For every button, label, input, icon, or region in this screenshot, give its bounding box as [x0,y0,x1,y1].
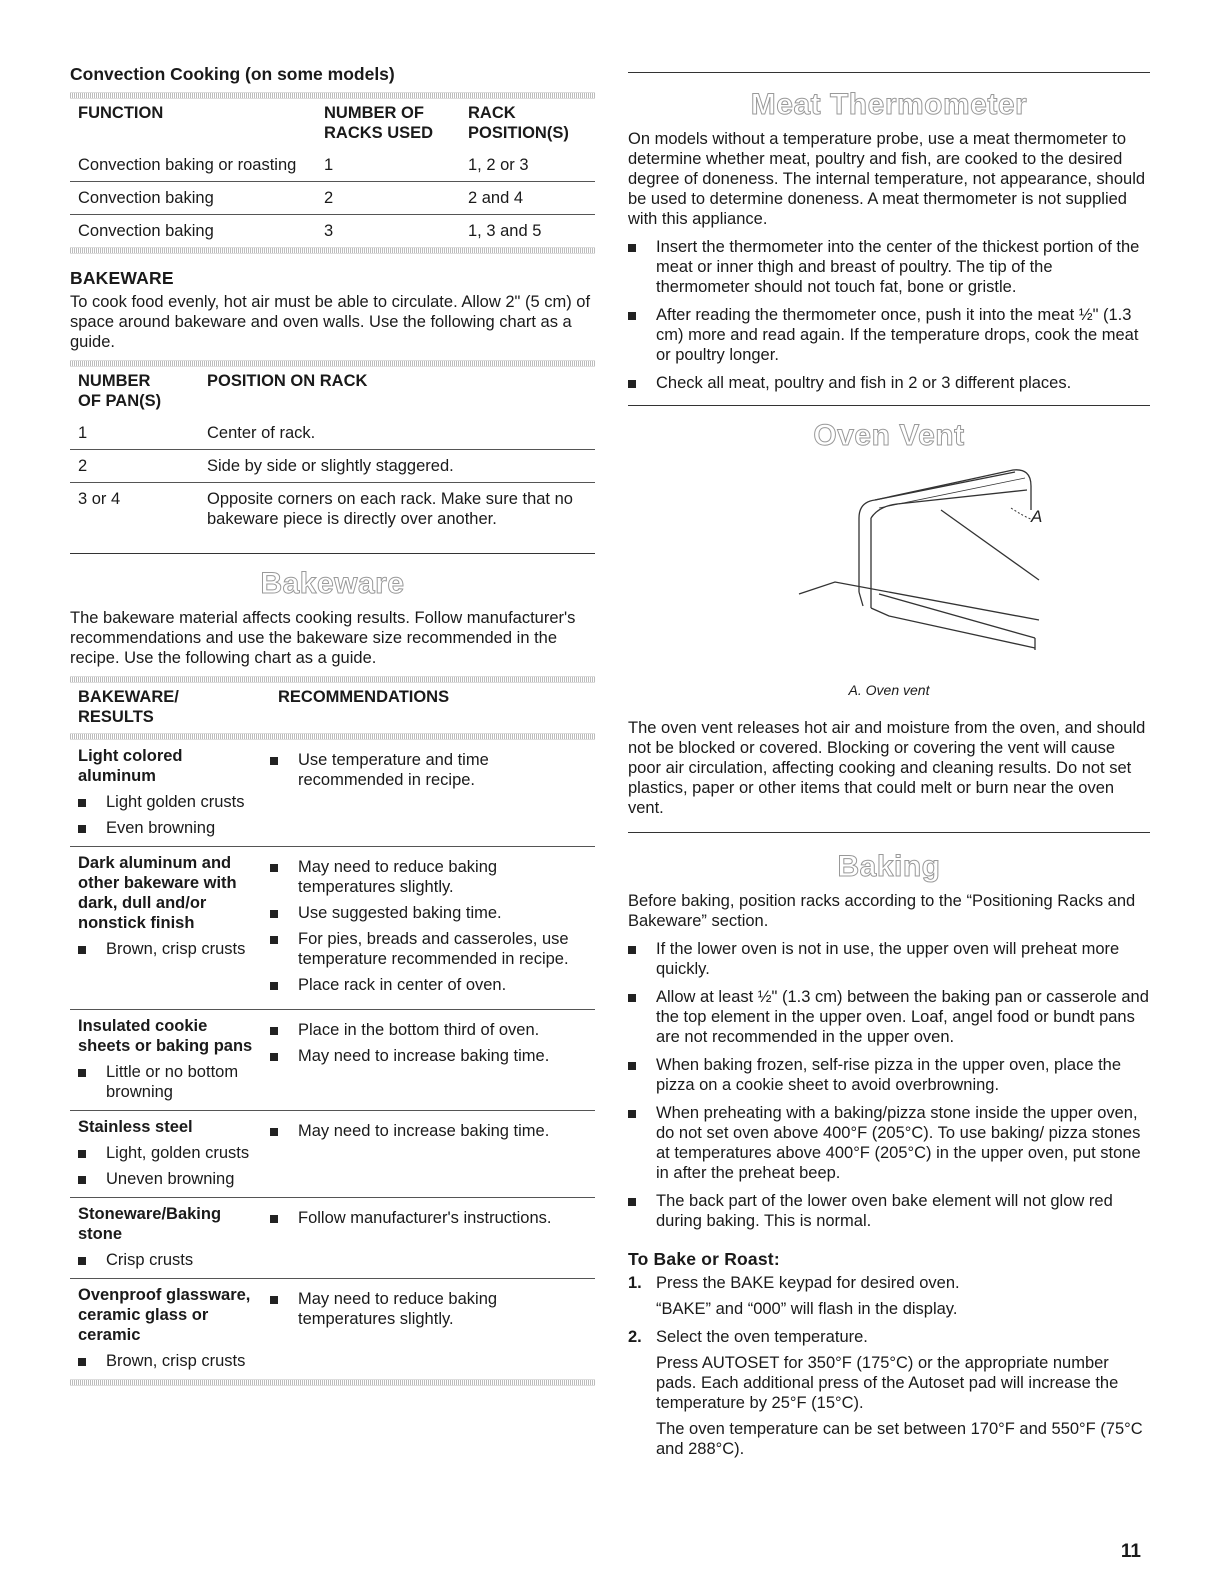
table-cell: Convection baking [70,182,316,215]
bakeware-type-cell [70,1111,262,1198]
oven-vent-text: The oven vent releases hot air and moisture from the oven, and should not be blocked or covered. Blocking or covering the vent will cause poor air circulation, affecting cooking and cleaning results. Do not set plastics, paper or other items that could melt or burn near the oven vent. [628,719,1146,817]
table-header-rule [70,733,595,740]
list-item: Brown, crisp crusts [78,939,256,959]
bakeware-title: Bakeware [260,567,405,600]
recommendations-list [270,750,589,790]
table-body [70,417,595,535]
bakeware-name: Insulated cookie sheets or baking pans [78,1017,253,1055]
recommendations-list [270,1208,589,1228]
table-row [70,1198,595,1279]
column-header: NUMBER OF RACKS USED [324,104,434,142]
table-bottom-rule [70,1379,595,1386]
bakeware-name: Stoneware/Baking stone [78,1205,222,1243]
table-cell: 2 [316,182,460,215]
list-item: When baking frozen, self-rise pizza in the upper oven, place the pizza on a cookie sheet to avoid overbrowning. [628,1055,1150,1095]
bakeware-name: Light colored aluminum [78,747,183,785]
table-cell: Center of rack. [199,417,595,450]
table-row [70,1010,595,1111]
table-row [70,149,595,182]
table-header-row [70,367,595,417]
table-body [70,740,595,1379]
recommendations-cell [262,740,595,847]
results-list [78,792,256,838]
meat-thermometer-bullets [628,237,1150,393]
list-item: May need to increase baking time. [270,1046,589,1066]
recommendations-cell [262,1279,595,1380]
list-item: Little or no bottom browning [78,1062,256,1102]
list-item: May need to increase baking time. [270,1121,589,1141]
list-item: The back part of the lower oven bake element will not glow red during baking. This is normal. [628,1191,1150,1231]
step-number: 2. [628,1328,642,1346]
recommendations-list [270,1020,589,1066]
bakeware-type-cell [70,1279,262,1380]
bakeware-subhead: BAKEWARE [70,268,174,288]
table-row [70,215,595,248]
list-item: Check all meat, poultry and fish in 2 or 3 different places. [628,373,1150,393]
list-item: Place in the bottom third of oven. [270,1020,589,1040]
table-cell: 1, 2 or 3 [460,149,595,182]
bakeware-type-cell [70,847,262,1010]
list-item: Crisp crusts [78,1250,256,1270]
step-number: 1. [628,1274,642,1292]
step-detail: Press AUTOSET for 350°F (175°C) or the appropriate number pads. Each additional press of the Autoset pad will increase the temperature by 25°F (15°C). [656,1354,1119,1412]
results-list [78,939,256,959]
list-item: Light golden crusts [78,792,256,812]
recommendations-cell [262,1198,595,1279]
column-header: NUMBER OF PAN(S) [78,372,162,410]
section-divider [628,832,1150,833]
list-item: Light, golden crusts [78,1143,256,1163]
list-item: Follow manufacturer's instructions. [270,1208,589,1228]
list-item: Even browning [78,818,256,838]
step-detail: “BAKE” and “000” will flash in the display. [656,1300,958,1318]
results-list [78,1250,256,1270]
figure-label-a: A [1031,507,1043,526]
table-cell: 2 [70,450,199,483]
recommendations-cell [262,1111,595,1198]
table-top-rule [70,92,595,99]
section-divider [628,405,1150,406]
meat-thermometer-title: Meat Thermometer [750,88,1028,121]
recommendations-list [270,1289,589,1329]
page-number: 11 [1120,1541,1141,1562]
table-bottom-rule [70,247,595,254]
table-cell: 1 [70,417,199,450]
recommendations-cell [262,1010,595,1111]
step-detail: The oven temperature can be set between 170°F and 550°F (75°C and 288°C). [656,1420,1143,1458]
oven-vent-illustration [739,460,1043,680]
list-item: After reading the thermometer once, push it into the meat ½" (1.3 cm) more and read again. If the temperature drops, cook the meat or poultry longer. [628,305,1150,365]
list-item: May need to reduce baking temperatures slightly. [270,857,589,897]
bakeware-type-cell [70,1198,262,1279]
column-header: POSITION ON RACK [207,372,368,390]
table-row [70,417,595,450]
to-bake-title: To Bake or Roast: [628,1249,780,1269]
section-divider [628,72,1150,73]
convection-table [70,99,595,247]
list-item: If the lower oven is not in use, the upper oven will preheat more quickly. [628,939,1150,979]
results-list [78,1351,256,1371]
column-header: RECOMMENDATIONS [278,688,450,706]
table-row [70,1279,595,1380]
list-item: When preheating with a baking/pizza stone inside the upper oven, do not set oven above 400°F (205°C). To use baking/ pizza stones at temperatures above 400°F (205°C) in the upper oven, put stone in after the preheat beep. [628,1103,1150,1183]
bakeware-type-cell [70,1010,262,1111]
list-item: Place rack in center of oven. [270,975,589,995]
bakeware-results-table [70,683,595,733]
table-cell: 3 [324,222,334,240]
table-cell: Opposite corners on each rack. Make sure that no bakeware piece is directly over another. [207,490,573,528]
right-column [628,64,1150,1467]
table-cell: 2 and 4 [460,182,595,215]
oven-vent-drawing [739,460,1043,650]
table-header-row [70,99,595,149]
results-list [78,1143,256,1189]
bakeware-material-intro: The bakeware material affects cooking results. Follow manufacturer's recommendations and use the bakeware size recommended in the recipe. Use the following chart as a guide. [70,609,576,667]
bakeware-name: Dark aluminum and other bakeware with dark, dull and/or nonstick finish [78,854,237,932]
step-text: Select the oven temperature. [656,1328,868,1346]
table-row [70,182,595,215]
table-cell: Convection baking or roasting [70,149,316,182]
table-cell: 1, 3 and 5 [468,222,542,240]
baking-steps [628,1273,1150,1459]
table-cell: 1 [316,149,460,182]
left-column [70,64,595,1386]
bakeware-results-body [70,740,595,1379]
bakeware-name: Stainless steel [78,1118,193,1136]
bakeware-intro: To cook food evenly, hot air must be able to circulate. Allow 2" (5 cm) of space around bakeware and oven walls. Use the following chart as a guide. [70,293,591,351]
table-cell: Convection baking [78,222,214,240]
table-cell: 3 or 4 [78,490,121,508]
table-row [70,1111,595,1198]
list-item: Use temperature and time recommended in recipe. [270,750,589,790]
step-text: Press the BAKE keypad for desired oven. [656,1274,960,1292]
section-divider [70,553,595,554]
list-item: Brown, crisp crusts [78,1351,256,1371]
step-item [628,1327,1150,1459]
bakeware-name: Ovenproof glassware, ceramic glass or ceramic [78,1286,251,1344]
convection-title: Convection Cooking (on some models) [70,64,395,84]
list-item: Use suggested baking time. [270,903,589,923]
table-top-rule [70,360,595,367]
list-item: May need to reduce baking temperatures slightly. [270,1289,589,1329]
baking-intro: Before baking, position racks according to the “Positioning Racks and Bakeware” section. [628,892,1136,930]
list-item: Allow at least ½" (1.3 cm) between the baking pan or casserole and the top element in the upper oven. Loaf, angel food or bundt pans are not recommended in the upper oven. [628,987,1150,1047]
table-row [70,450,595,483]
step-item [628,1273,1150,1319]
table-body [70,149,595,247]
recommendations-cell [262,847,595,1010]
table-row [70,847,595,1010]
column-header: BAKEWARE/ RESULTS [78,688,179,726]
oven-vent-title: Oven Vent [813,419,965,452]
baking-title: Baking [837,850,941,883]
pan-position-table [70,367,595,535]
recommendations-list [270,1121,589,1141]
list-item: Insert the thermometer into the center of the thickest portion of the meat or inner thigh and breast of poultry. The tip of the thermometer should not touch fat, bone or gristle. [628,237,1150,297]
figure-caption: A. Oven vent [848,682,930,698]
table-cell: Side by side or slightly staggered. [199,450,595,483]
column-header: FUNCTION [78,104,164,122]
table-header-row [70,683,595,733]
table-row [70,483,595,536]
recommendations-list [270,857,589,995]
bakeware-type-cell [70,740,262,847]
column-header: RACK POSITION(S) [468,104,569,142]
list-item: Uneven browning [78,1169,256,1189]
list-item: For pies, breads and casseroles, use temperature recommended in recipe. [270,929,589,969]
results-list [78,1062,256,1102]
baking-bullets [628,939,1150,1231]
table-row [70,740,595,847]
table-top-rule [70,676,595,683]
meat-thermometer-intro: On models without a temperature probe, use a meat thermometer to determine whether meat, poultry and fish, are cooked to the desired degree of doneness. The internal temperature, not appearance, should be used to determine doneness. A meat thermometer is not supplied with this appliance. [628,130,1146,228]
